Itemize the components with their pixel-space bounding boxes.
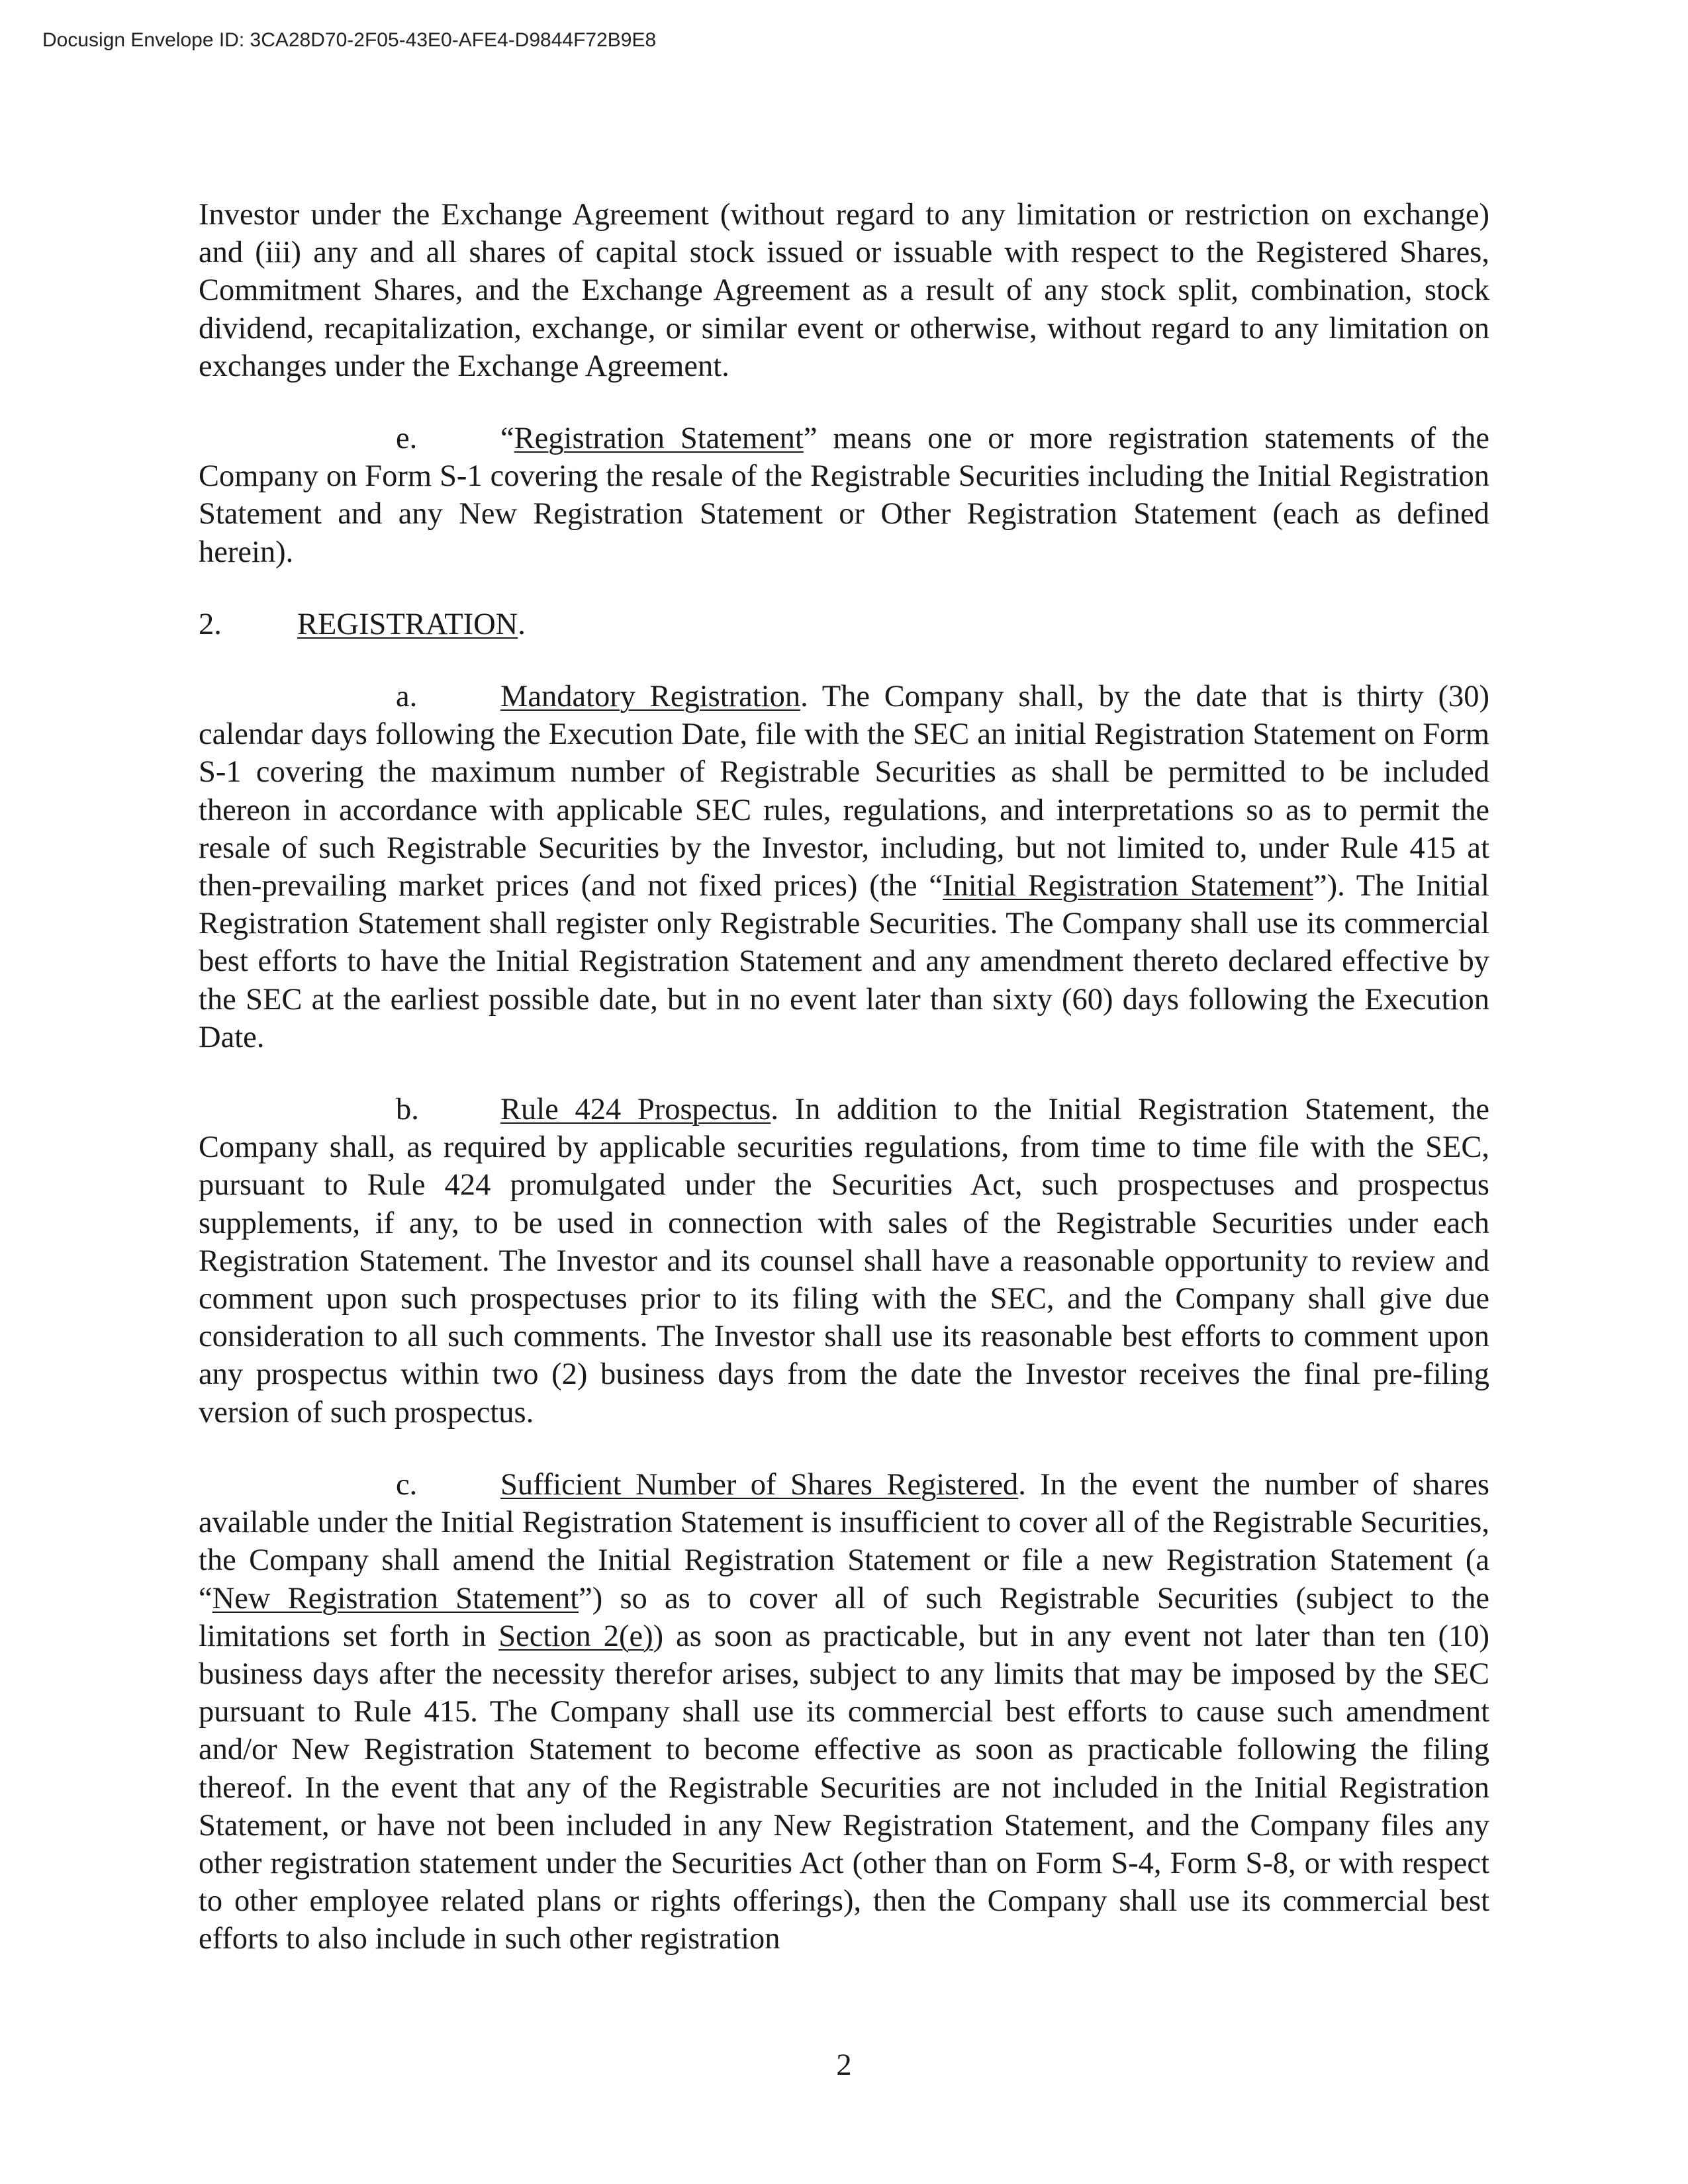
- subsection-a-heading: Mandatory Registration: [500, 680, 801, 714]
- subsection-c-heading: Sufficient Number of Shares Registered: [500, 1467, 1019, 1502]
- definition-text: ” means one or more registration statements of the Company on Form S-1 covering the resale of the Registrable Securities including the Initial Registration Statement and any New Registration Statement or Other Registration Statement (each as defined herein).: [199, 422, 1489, 569]
- section-title: REGISTRATION: [297, 607, 518, 641]
- subsection-b-rule-424-prospectus: [199, 1091, 1489, 1432]
- docusign-envelope-id: Docusign Envelope ID: 3CA28D70-2F05-43E0-AFE4-D9844F72B9E8: [42, 29, 657, 51]
- subsection-a-marker: a.: [396, 680, 418, 714]
- defined-term-initial-registration-statement: Initial Registration Statement: [943, 869, 1314, 903]
- page-number: 2: [836, 2048, 852, 2082]
- section-title-period: .: [518, 607, 526, 641]
- document-body: [199, 196, 1489, 1958]
- continuation-paragraph: Investor under the Exchange Agreement (without regard to any limitation or restriction on exchange) and (iii) any and all shares of capital stock issued or issuable with respect to the Registered Shares, Commitment Shares, and the Exchange Agreement as a result of any stock split, combination, stock dividend, recapitalization, exchange, or similar event or otherwise, without regard to any limitation on exchanges under the Exchange Agreement.: [199, 198, 1489, 383]
- subsection-b-heading: Rule 424 Prospectus: [500, 1093, 771, 1127]
- defined-term-new-registration-statement: New Registration Statement: [212, 1581, 579, 1615]
- open-quote: “: [500, 422, 514, 456]
- subsection-c-text-3: ) as soon as practicable, but in any event not later than ten (10) business days after the necessity therefor arises, subject to any limits that may be imposed by the SEC pursuant to Rule 415. The Company shall use its commercial best efforts to cause such amendment and/or New Registration Statement to become effective as soon as practicable following the filing thereof. In the event that any of the Registrable Securities are not included in the Initial Registration Statement, or have not been included in any New Registration Statement, and the Company files any other registration statement under the Securities Act (other than on Form S-4, Form S-8, or with respect to other employee related plans or rights offerings), then the Company shall use its commercial best efforts to also include in such other registration: [199, 1619, 1489, 1956]
- section-2e-reference: Section 2(e): [498, 1619, 653, 1653]
- subsection-c-text-1: . In the event the number of shares available under the Initial Registration Statement is insufficient to cover all of the Registrable Securities, the Company shall amend the Initial Registration Statement or file a new Registration Statement (a “: [199, 1467, 1489, 1615]
- defined-term-registration-statement: Registration Statement: [514, 422, 804, 456]
- subsection-c-text-2: ”) so as to cover all of such Registrable Securities (subject to the limitations set forth in: [199, 1581, 1489, 1653]
- definition-marker: e.: [396, 422, 418, 456]
- subsection-a-text-1: . The Company shall, by the date that is thirty (30) calendar days following the Execution Date, file with the SEC an initial Registration Statement on Form S-1 covering the maximum number of Registrable Securities as shall be permitted to be included thereon in accordance with applicable SEC rules, regulations, and interpretations so as to permit the resale of such Registrable Securities by the Investor, including, but not limited to, under Rule 415 at then-prevailing market prices (and not fixed prices) (the “: [199, 680, 1489, 903]
- definition-registration-statement: [199, 420, 1489, 571]
- subsection-b-text: . In addition to the Initial Registration Statement, the Company shall, as required by applicable securities regulations, from time to time file with the SEC, pursuant to Rule 424 promulgated under the Securities Act, such prospectuses and prospectus supplements, if any, to be used in connection with sales of the Registrable Securities under each Registration Statement. The Investor and its counsel shall have a reasonable opportunity to review and comment upon such prospectuses prior to its filing with the SEC, and the Company shall give due consideration to all such comments. The Investor shall use its reasonable best efforts to comment upon any prospectus within two (2) business days from the date the Investor receives the final pre-filing version of such prospectus.: [199, 1093, 1489, 1430]
- subsection-c-sufficient-shares: [199, 1466, 1489, 1958]
- subsection-a-text-2: ”). The Initial Registration Statement shall register only Registrable Securities. The Company shall use its commercial best efforts to have the Initial Registration Statement and any amendment thereto declared effective by the SEC at the earliest possible date, but in no event later than sixty (60) days following the Execution Date.: [199, 869, 1489, 1054]
- section-2-heading: [199, 606, 1489, 643]
- subsection-c-marker: c.: [396, 1467, 418, 1502]
- section-number: 2.: [199, 607, 222, 641]
- subsection-b-marker: b.: [396, 1093, 419, 1127]
- subsection-a-mandatory-registration: [199, 678, 1489, 1056]
